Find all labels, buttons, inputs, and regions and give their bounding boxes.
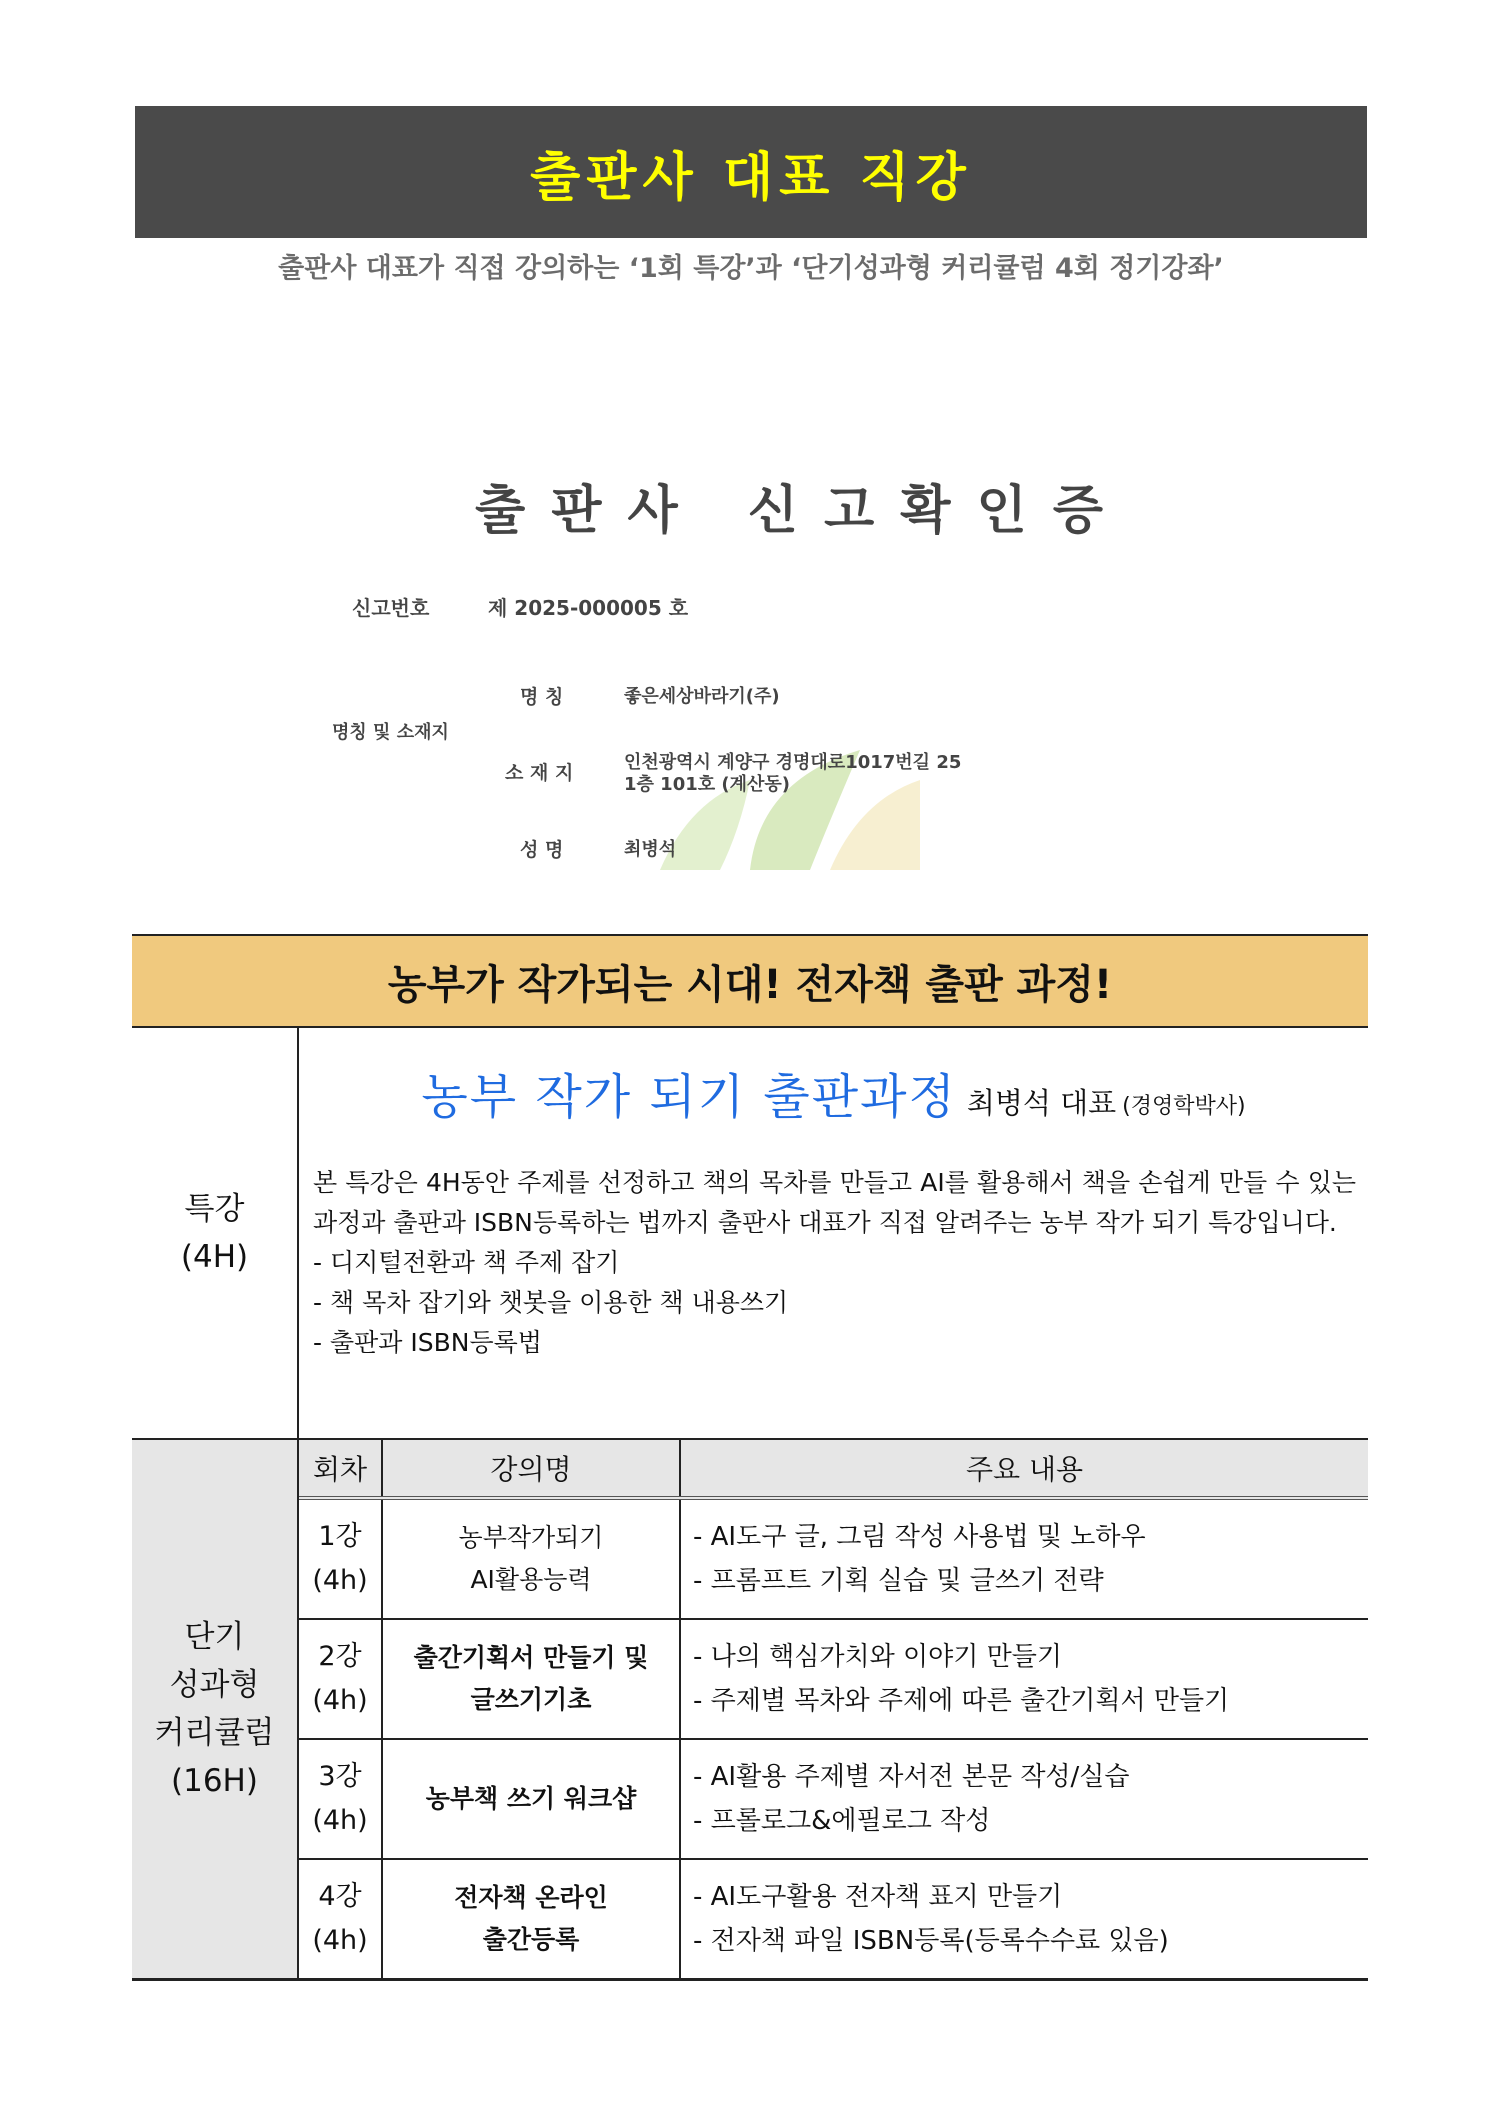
name-label: 명 칭 — [520, 686, 564, 708]
content-line: - 전자책 파일 ISBN등록(등록수수료 있음) — [693, 1926, 1169, 1956]
person-value: 최병석 — [624, 839, 677, 860]
lecture-title-line: 출간기획서 만들기 및 — [413, 1643, 649, 1672]
content-cell — [681, 1620, 1368, 1738]
curriculum-row — [132, 1440, 1368, 1981]
special-title-line — [299, 1058, 1368, 1127]
person-label: 성 명 — [520, 839, 564, 861]
lecture-title-cell — [383, 1860, 681, 1978]
page-subtitle: 출판사 대표가 직접 강의하는 ‘1회 특강’과 ‘단기성과형 커리큘럼 4회 정기강좌’ — [278, 253, 1224, 284]
program-table — [132, 934, 1368, 1981]
curriculum-label-line: 단기 — [184, 1619, 245, 1655]
session-cell — [299, 1860, 383, 1978]
content-line: - AI도구 글, 그림 작성 사용법 및 노하우 — [693, 1522, 1146, 1552]
address-label: 소 재 지 — [505, 762, 574, 784]
special-description: 본 특강은 4H동안 주제를 선정하고 책의 목차를 만들고 AI를 활용해서 책을 손쉽게 만들 수 있는 과정과 출판과 ISBN등록하는 법까지 출판사 대표가 직접 알려주는 농부 작가 되기 특강입니다. — [313, 1168, 1356, 1237]
curriculum-label-line: 성과형 — [169, 1667, 260, 1703]
special-lecture-row — [132, 1028, 1368, 1440]
address-line-2: 1층 101호 (계산동) — [624, 774, 791, 795]
curriculum-header-row — [299, 1440, 1368, 1500]
session-hours: (4h) — [312, 1805, 368, 1836]
certificate-title: 출판사 신고확인증 — [475, 480, 1129, 541]
session-hours: (4h) — [312, 1685, 368, 1716]
lecture-title-cell — [383, 1620, 681, 1738]
special-bullet: - 디지털전환과 책 주제 잡기 — [313, 1248, 620, 1277]
lecture-title-cell — [383, 1740, 681, 1858]
content-cell — [681, 1740, 1368, 1858]
reg-number-label: 신고번호 — [352, 596, 430, 620]
special-title: 농부 작가 되기 출판과정 — [421, 1069, 957, 1125]
curriculum-table — [299, 1440, 1368, 1978]
session-number: 1강 — [318, 1521, 362, 1552]
content-cell — [681, 1860, 1368, 1978]
title-column-header: 강의명 — [383, 1440, 681, 1496]
content-line: - 프롬프트 기획 실습 및 글쓰기 전략 — [693, 1566, 1104, 1596]
lecture-title-line: 전자책 온라인 — [454, 1883, 608, 1912]
session-cell — [299, 1500, 383, 1618]
session-hours: (4h) — [312, 1925, 368, 1956]
page-title: 출판사 대표 직강 — [530, 147, 972, 208]
special-lecture-label — [132, 1028, 299, 1438]
session-number: 3강 — [318, 1761, 362, 1792]
special-bullet: - 출판과 ISBN등록법 — [313, 1328, 542, 1357]
curriculum-label — [132, 1440, 299, 1978]
special-lecture-detail — [299, 1028, 1368, 1438]
content-line: - 주제별 목차와 주제에 따른 출간기획서 만들기 — [693, 1686, 1230, 1716]
registration-certificate-image — [300, 380, 1160, 870]
lecture-title-line: AI활용능력 — [470, 1565, 592, 1594]
name-address-label: 명칭 및 소재지 — [332, 722, 449, 743]
lecture-title-line: 농부책 쓰기 워크샵 — [425, 1784, 637, 1813]
content-column-header: 주요 내용 — [965, 1453, 1084, 1486]
session-cell — [299, 1620, 383, 1738]
session-number: 2강 — [318, 1641, 362, 1672]
name-value: 좋은세상바라기(주) — [624, 686, 780, 707]
table-row — [299, 1740, 1368, 1860]
table-row — [299, 1500, 1368, 1620]
title-banner — [135, 106, 1367, 238]
content-cell — [681, 1500, 1368, 1618]
reg-number-value: 제 2025-000005 호 — [488, 596, 689, 620]
table-row — [299, 1860, 1368, 1978]
lecture-title-line: 출간등록 — [482, 1925, 580, 1954]
special-description-block — [313, 1163, 1356, 1363]
session-hours: (4h) — [312, 1565, 368, 1596]
curriculum-label-line: 커리큘럼 — [154, 1715, 275, 1751]
lecture-title-line: 농부작가되기 — [458, 1523, 604, 1552]
session-cell — [299, 1740, 383, 1858]
address-line-1: 인천광역시 계양구 경명대로1017번길 25 — [624, 752, 962, 773]
program-header: 농부가 작가되는 시대! 전자책 출판 과정! — [132, 934, 1368, 1028]
content-line: - 나의 핵심가치와 이야기 만들기 — [693, 1642, 1062, 1672]
content-line: - 프롤로그&에필로그 작성 — [693, 1806, 991, 1836]
presenter-degree: (경영학박사) — [1122, 1094, 1246, 1119]
content-line: - AI도구활용 전자책 표지 만들기 — [693, 1882, 1063, 1912]
presenter-name: 최병석 대표 — [966, 1086, 1117, 1120]
special-label-line: 특강 — [184, 1191, 245, 1227]
session-number: 4강 — [318, 1881, 362, 1912]
curriculum-label-hours: (16H) — [171, 1763, 258, 1799]
lecture-title-cell — [383, 1500, 681, 1618]
special-bullet: - 책 목차 잡기와 챗봇을 이용한 책 내용쓰기 — [313, 1288, 789, 1317]
lecture-title-line: 글쓰기기초 — [470, 1685, 592, 1714]
special-label-hours: (4H) — [180, 1239, 249, 1275]
table-row — [299, 1620, 1368, 1740]
session-column-header: 회차 — [299, 1440, 383, 1496]
content-line: - AI활용 주제별 자서전 본문 작성/실습 — [693, 1762, 1130, 1792]
